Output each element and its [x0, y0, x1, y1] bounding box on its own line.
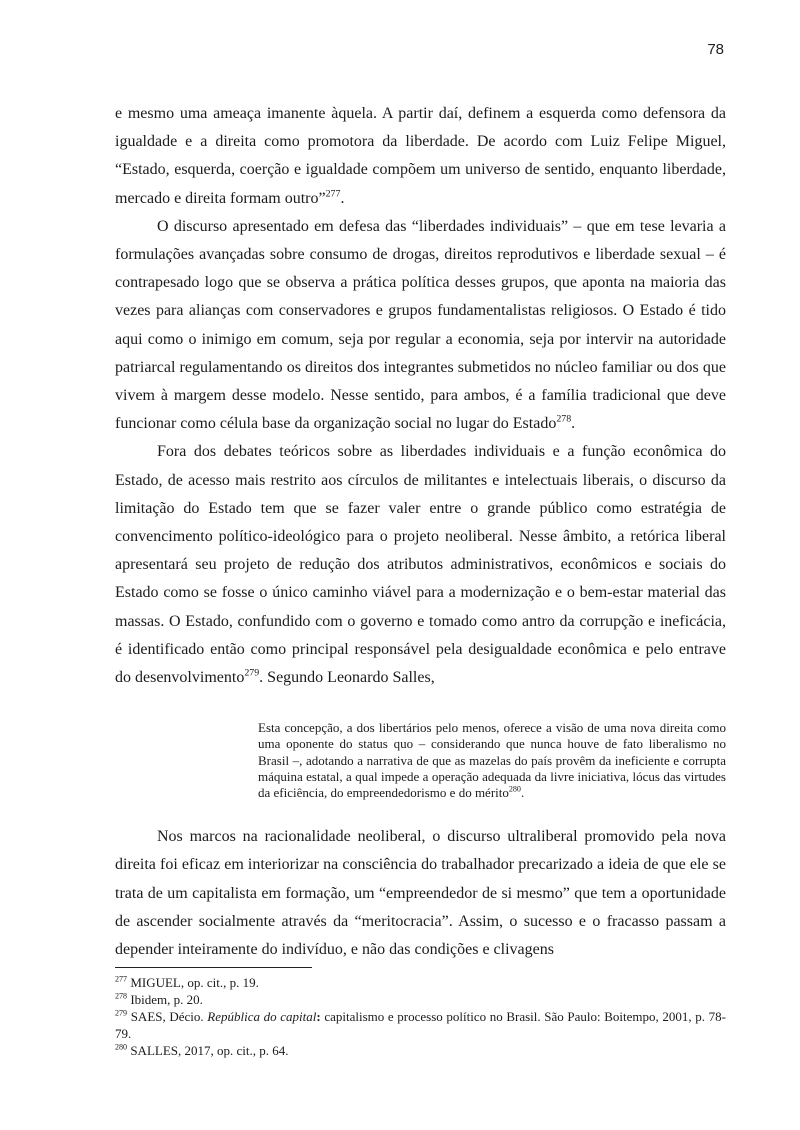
page-body	[115, 100, 726, 964]
footnote-item: $^{278}$ Ibidem, p. 20.	[115, 991, 203, 1007]
paragraph: Fora dos debates teóricos sobre as liberdades individuais e a função econômica do Estado, de acesso mais restrito aos círculos de militantes e intelectuais liberais, o discurso da limitação do Estado tem que se fazer valer entre o grande público como estratégia de convencimento político-ideológico para o projeto neoliberal. Nesse âmbito, a retórica liberal apresentará seu projeto de redução dos atributos administrativos, econômicos e sociais do Estado como se fosse o único caminho viável para a modernização e o bem-estar material das massas. O Estado, confundido com o governo e tomado como antro da corrupção e ineficácia, é identificado então como principal responsável pela desigualdade econômica e pelo entrave do desenvolvimento$^{279}$. Segundo Leonardo Salles,	[115, 443, 726, 687]
footnotes-section	[115, 967, 726, 1059]
footnote-item: $^{277}$ MIGUEL, op. cit., p. 19.	[115, 974, 259, 990]
footnote-item: $^{279}$ SAES, Décio. República do capital: capitalismo e processo político no Brasil. São Paulo: Boitempo, 2001, p. 78-79.	[115, 1008, 726, 1041]
paragraph-continuation: e mesmo uma ameaça imanente àquela. A partir daí, definem a esquerda como defensora da igualdade e a direita como promotora da liberdade. De acordo com Luiz Felipe Miguel, “Estado, esquerda, coerção e igualdade compõem um universo de sentido, enquanto liberdade, mercado e direita formam outro”$^{277}$.	[115, 105, 726, 207]
paragraph: Nos marcos na racionalidade neoliberal, o discurso ultraliberal promovido pela nova direita foi eficaz em interiorizar na consciência do trabalhador precarizado a ideia de que ele se trata de um capitalista em formação, um “empreendedor de si mesmo” que tem a oportunidade de ascender socialmente através da “meritocracia”. Assim, o sucesso e o fracasso passam a depender inteiramente do indivíduo, e não das condições e clivagens	[115, 828, 726, 959]
paragraph: O discurso apresentado em defesa das “liberdades individuais” – que em tese levaria a formulações avançadas sobre consumo de drogas, direitos reprodutivos e liberdade sexual – é contrapesado logo que se observa a prática política desses grupos, que aponta na maioria das vezes para alianças com conservadores e grupos fundamentalistas religiosos. O Estado é tido aqui como o inimigo em comum, seja por regular a economia, seja por intervir na autoridade patriarcal regulamentando os direitos dos integrantes submetidos no núcleo familiar ou dos que vivem à margem desse modelo. Nesse sentido, para ambos, é a família tradicional que deve funcionar como célula base da organização social no lugar do Estado$^{278}$.	[115, 217, 726, 433]
footnote-item: $^{280}$ SALLES, 2017, op. cit., p. 64.	[115, 1042, 289, 1058]
footnote-separator	[115, 967, 312, 968]
page-number: 78	[707, 41, 724, 58]
block-quote: Esta concepção, a dos libertários pelo menos, oferece a visão de uma nova direita como uma oponente do status quo – considerando que nunca houve de fato liberalismo no Brasil –, adotando a narrativa de que as mazelas do país provêm da ineficiente e corrupta máquina estatal, a qual impede a operação adequada da livre iniciativa, lócus das virtudes da eficiência, do empreendedorismo e do mérito$^{280}$.	[258, 720, 726, 801]
